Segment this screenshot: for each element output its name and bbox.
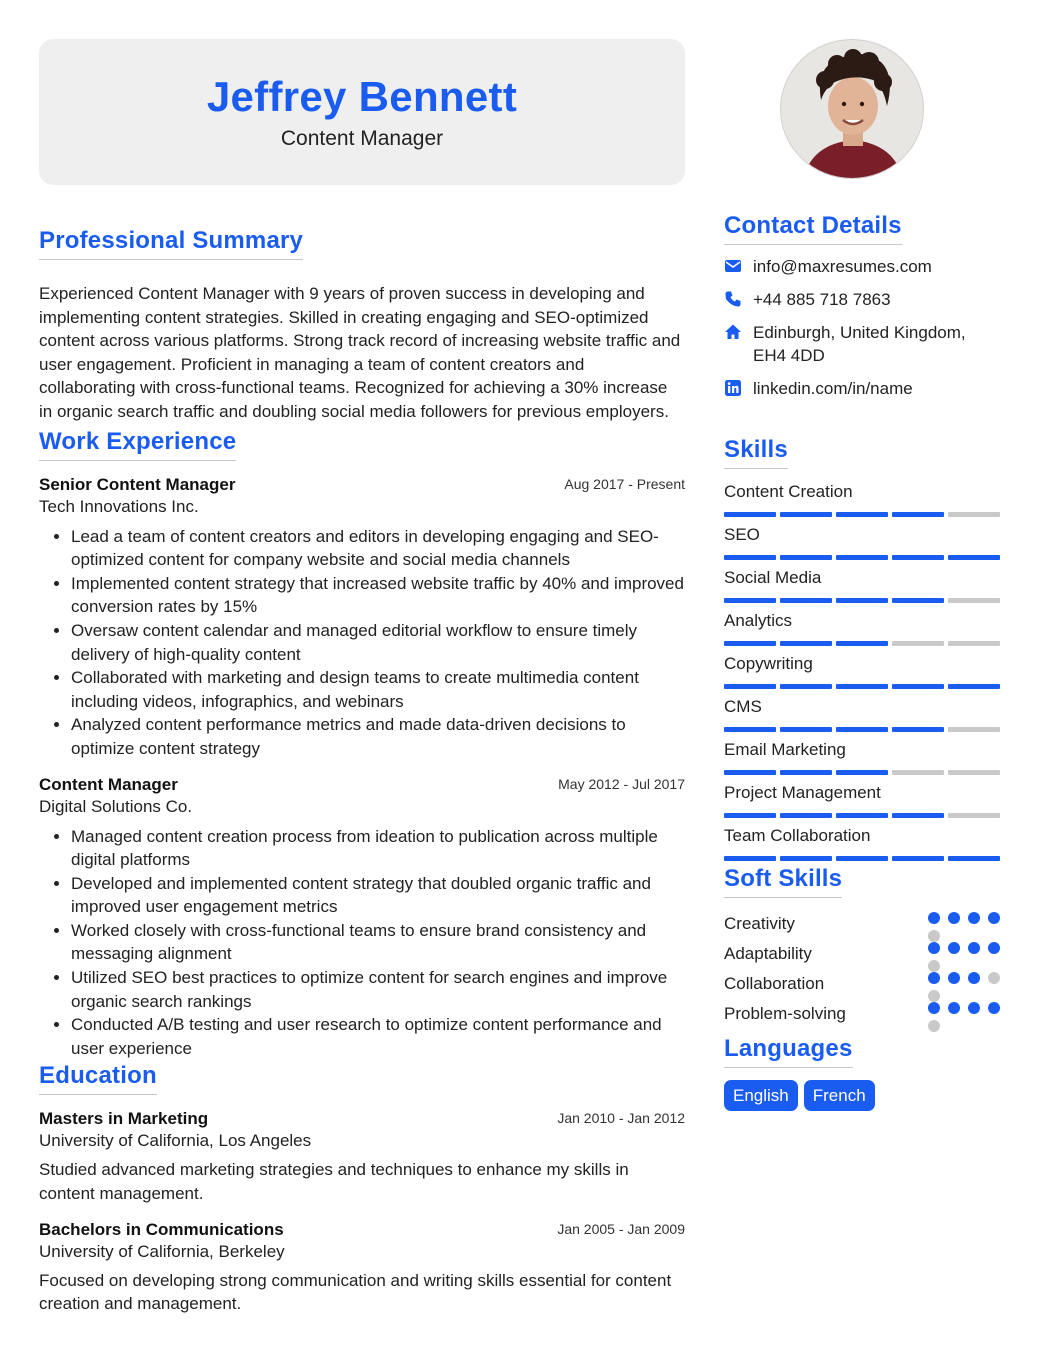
- summary-heading: Professional Summary: [39, 227, 303, 260]
- language-badge: French: [804, 1080, 875, 1111]
- degree-title: Masters in Marketing: [39, 1109, 209, 1129]
- rating-dot: [988, 1002, 1000, 1014]
- skill-segment: [836, 813, 888, 818]
- soft-skill-name: Collaboration: [724, 974, 825, 993]
- bullet-item: • Utilized SEO best practices to optimize content for search engines and improve organic search rankings: [71, 966, 685, 1013]
- skill-segment: [948, 598, 1000, 603]
- bullet-item: • Worked closely with cross-functional teams to ensure brand consistency and messaging alignment: [71, 919, 685, 966]
- bullet-item: • Developed and implemented content strategy that doubled organic traffic and improved user engagement metrics: [71, 872, 685, 919]
- skill-level-bar: [724, 641, 1004, 646]
- contact-linkedin[interactable]: [724, 377, 1004, 400]
- soft-skill-item: [724, 939, 1004, 969]
- rating-dot: [988, 942, 1000, 954]
- skill-item: [724, 524, 1004, 560]
- rating-dot: [928, 1020, 940, 1032]
- skill-segment: [724, 598, 776, 603]
- soft-skill-item: [724, 969, 1004, 999]
- skill-name: Copywriting: [724, 654, 813, 673]
- rating-dot: [968, 942, 980, 954]
- skill-segment: [780, 598, 832, 603]
- skill-segment: [948, 684, 1000, 689]
- skill-segment: [892, 813, 944, 818]
- skill-segment: [724, 727, 776, 732]
- skill-segment: [724, 770, 776, 775]
- bullet-item: • Conducted A/B testing and user research to optimize content performance and user experience: [71, 1013, 685, 1060]
- skill-segment: [892, 555, 944, 560]
- rating-dot: [988, 972, 1000, 984]
- bullet-item: • Managed content creation process from ideation to publication across multiple digital platforms: [71, 825, 685, 872]
- email-text: info@maxresumes.com: [753, 257, 932, 276]
- contact-email[interactable]: [724, 255, 1004, 278]
- skill-segment: [724, 684, 776, 689]
- skill-item: [724, 610, 1004, 646]
- soft-skill-rating: [928, 969, 1004, 999]
- skills-section: [724, 436, 1004, 861]
- skill-segment: [724, 813, 776, 818]
- skill-name: SEO: [724, 525, 760, 544]
- skill-item: [724, 739, 1004, 775]
- skill-name: Content Creation: [724, 482, 853, 501]
- language-badges: [724, 1080, 1004, 1111]
- soft-skill-item: [724, 909, 1004, 939]
- soft-skill-rating: [928, 939, 1004, 969]
- rating-dot: [968, 972, 980, 984]
- skill-segment: [948, 813, 1000, 818]
- rating-dot: [948, 972, 960, 984]
- skill-name: CMS: [724, 697, 762, 716]
- job-entry: [39, 475, 685, 761]
- skill-item: [724, 696, 1004, 732]
- skill-segment: [780, 856, 832, 861]
- skill-segment: [948, 555, 1000, 560]
- contact-heading: Contact Details: [724, 212, 902, 245]
- resume-header: [39, 39, 685, 185]
- bullet-item: • Collaborated with marketing and design teams to create multimedia content including videos, infographics, and webinars: [71, 666, 685, 713]
- job-date: Aug 2017 - Present: [564, 475, 685, 492]
- rating-dot: [988, 912, 1000, 924]
- soft-skills-heading: Soft Skills: [724, 865, 842, 898]
- rating-dot: [928, 942, 940, 954]
- rating-dot: [928, 912, 940, 924]
- skill-segment: [892, 512, 944, 517]
- skill-name: Project Management: [724, 783, 881, 802]
- profile-photo: [780, 39, 924, 179]
- education-date: Jan 2010 - Jan 2012: [557, 1110, 685, 1127]
- job-title: Content Manager: [39, 774, 178, 794]
- soft-skill-rating: [928, 999, 1004, 1029]
- skill-level-bar: [724, 684, 1004, 689]
- address-line-1: Edinburgh, United Kingdom,: [753, 323, 966, 342]
- school-name: University of California, Berkeley: [39, 1241, 285, 1261]
- skill-segment: [836, 856, 888, 861]
- education-description: Studied advanced marketing strategies and techniques to enhance my skills in content management.: [39, 1160, 629, 1204]
- skill-segment: [724, 555, 776, 560]
- rating-dot: [968, 912, 980, 924]
- soft-skill-name: Problem-solving: [724, 1004, 846, 1023]
- contact-phone[interactable]: [724, 288, 1004, 311]
- linkedin-icon: [724, 379, 742, 397]
- skill-name: Analytics: [724, 611, 793, 630]
- skill-segment: [836, 684, 888, 689]
- skill-item: [724, 481, 1004, 517]
- skill-level-bar: [724, 598, 1004, 603]
- candidate-role: Content Manager: [280, 127, 444, 150]
- phone-icon: [724, 290, 742, 308]
- skills-list: [724, 481, 1004, 861]
- language-badge: English: [724, 1080, 798, 1111]
- soft-skill-rating: [928, 909, 1004, 939]
- bullet-item: • Analyzed content performance metrics and made data-driven decisions to optimize content strategy: [71, 713, 685, 760]
- skill-segment: [724, 856, 776, 861]
- education-section: [39, 1062, 685, 1315]
- job-company: Digital Solutions Co.: [39, 796, 193, 816]
- rating-dot: [928, 1002, 940, 1014]
- skill-level-bar: [724, 555, 1004, 560]
- skill-segment: [780, 770, 832, 775]
- rating-dot: [968, 1002, 980, 1014]
- address-line-2: EH4 4DD: [753, 346, 825, 365]
- education-heading: Education: [39, 1062, 157, 1095]
- experience-heading: Work Experience: [39, 428, 236, 461]
- home-icon: [724, 323, 742, 341]
- rating-dot: [948, 1002, 960, 1014]
- main-column: [39, 39, 685, 1316]
- bullet-item: • Oversaw content calendar and managed editorial workflow to ensure timely delivery of high-quality content: [71, 619, 685, 666]
- skill-segment: [948, 770, 1000, 775]
- skill-segment: [836, 598, 888, 603]
- skill-item: [724, 567, 1004, 603]
- skill-level-bar: [724, 727, 1004, 732]
- soft-skills-list: [724, 909, 1004, 1029]
- skill-segment: [948, 512, 1000, 517]
- soft-skill-item: [724, 999, 1004, 1029]
- skill-item: [724, 653, 1004, 689]
- skill-segment: [948, 856, 1000, 861]
- skill-segment: [892, 641, 944, 646]
- rating-dot: [948, 912, 960, 924]
- job-title: Senior Content Manager: [39, 474, 236, 494]
- job-entry: [39, 775, 685, 1061]
- skill-segment: [780, 727, 832, 732]
- skill-item: [724, 825, 1004, 861]
- skill-segment: [780, 555, 832, 560]
- skill-name: Email Marketing: [724, 740, 846, 759]
- skill-level-bar: [724, 856, 1004, 861]
- skill-segment: [724, 512, 776, 517]
- skill-segment: [836, 770, 888, 775]
- languages-section: [724, 1035, 1004, 1111]
- degree-title: Bachelors in Communications: [39, 1219, 284, 1239]
- skill-segment: [836, 641, 888, 646]
- skill-segment: [780, 813, 832, 818]
- skill-segment: [892, 598, 944, 603]
- phone-text: +44 885 718 7863: [753, 290, 891, 309]
- summary-text: Experienced Content Manager with 9 years of proven success in developing and implementing content strategies. Skilled in creating engaging and SEO-optimized content across various platforms. Strong track record of increasing website traffic and user engagement. Proficient in managing a team of content creators and collaborating with cross-functional teams. Recognized for achieving a 30% increase in organic search traffic and doubling social media followers for previous employers.: [39, 284, 681, 421]
- envelope-icon: [724, 257, 742, 275]
- soft-skill-name: Creativity: [724, 914, 795, 933]
- linkedin-text: linkedin.com/in/name: [753, 379, 913, 398]
- skill-segment: [892, 856, 944, 861]
- job-bullets: [39, 525, 685, 761]
- education-description: Focused on developing strong communication and writing skills essential for content creation and management.: [39, 1270, 672, 1314]
- skill-segment: [836, 727, 888, 732]
- skill-name: Social Media: [724, 568, 822, 587]
- sidebar-column: [724, 39, 1004, 1111]
- skill-segment: [836, 512, 888, 517]
- bullet-item: • Lead a team of content creators and editors in developing engaging and SEO-optimized content for company website and social media channels: [71, 525, 685, 572]
- school-name: University of California, Los Angeles: [39, 1131, 312, 1151]
- skill-level-bar: [724, 813, 1004, 818]
- skill-level-bar: [724, 512, 1004, 517]
- candidate-name: Jeffrey Bennett: [206, 73, 518, 120]
- skill-segment: [892, 684, 944, 689]
- education-entry: [39, 1109, 685, 1205]
- job-date: May 2012 - Jul 2017: [558, 775, 685, 792]
- job-bullets: [39, 825, 685, 1061]
- job-company: Tech Innovations Inc.: [39, 496, 199, 516]
- skill-item: [724, 782, 1004, 818]
- avatar-portrait-icon: [781, 40, 924, 179]
- soft-skills-section: [724, 865, 1004, 1029]
- contact-section: [724, 212, 1004, 400]
- skill-level-bar: [724, 770, 1004, 775]
- skill-segment: [948, 727, 1000, 732]
- contact-address: [724, 321, 1004, 367]
- rating-dot: [948, 942, 960, 954]
- summary-section: [39, 227, 685, 424]
- skill-name: Team Collaboration: [724, 826, 871, 845]
- skill-segment: [892, 770, 944, 775]
- soft-skill-name: Adaptability: [724, 944, 812, 963]
- bullet-item: • Implemented content strategy that increased website traffic by 40% and improved conversion rates by 15%: [71, 572, 685, 619]
- rating-dot: [928, 972, 940, 984]
- skill-segment: [836, 555, 888, 560]
- education-entry: [39, 1220, 685, 1316]
- skill-segment: [892, 727, 944, 732]
- languages-heading: Languages: [724, 1035, 853, 1068]
- education-date: Jan 2005 - Jan 2009: [557, 1220, 685, 1237]
- skills-heading: Skills: [724, 436, 788, 469]
- skill-segment: [724, 641, 776, 646]
- skill-segment: [780, 512, 832, 517]
- skill-segment: [780, 641, 832, 646]
- skill-segment: [948, 641, 1000, 646]
- skill-segment: [780, 684, 832, 689]
- experience-section: [39, 428, 685, 1061]
